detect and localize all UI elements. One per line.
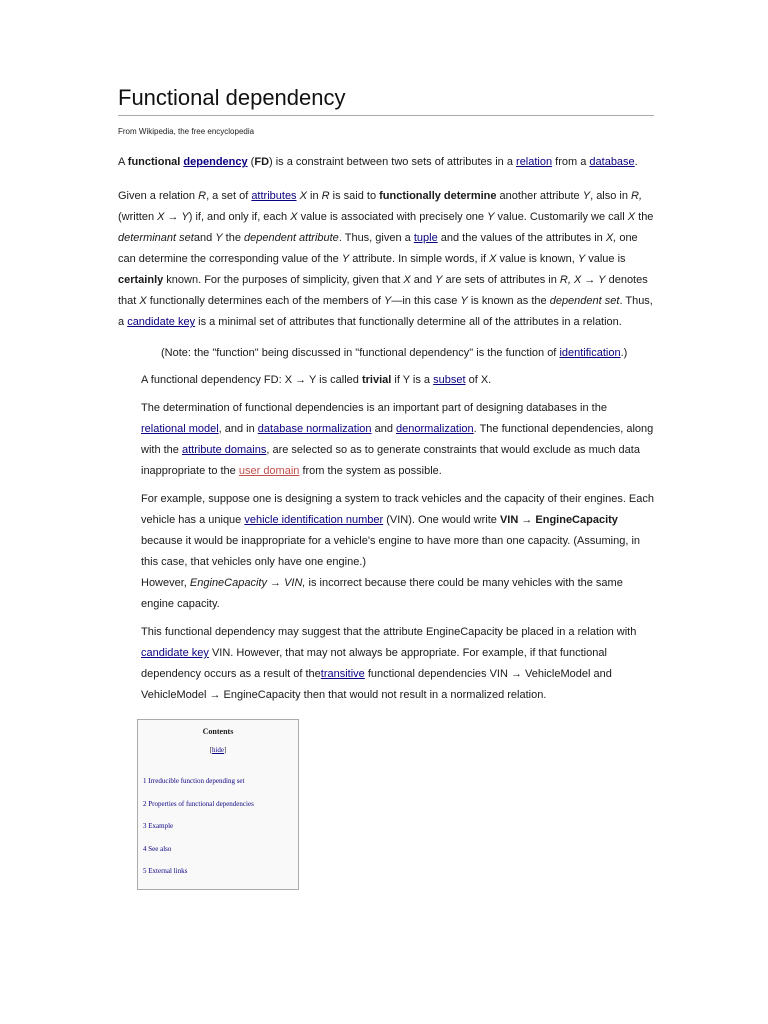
table-of-contents — [137, 719, 299, 890]
attribute-domains-link[interactable]: attribute domains — [181, 444, 267, 456]
toc-item[interactable]: 4 See also — [143, 844, 172, 853]
toc-list — [138, 777, 298, 890]
toc-hide-link[interactable]: hide — [211, 746, 225, 754]
definition-paragraph: Given a relation R, a set of attributes X in R is said to functionally determine another attribute Y, also in R, (written X → Y) if, and only if, each X value is associated with precisely one Y value. Customarily we call X the determinant setand Y the dependent attribute. Thus, given a tuple and the values of the attributes in X, one can determine the corresponding value of the Y attribute. In simple words, if X value is known, Y value is certainly known. For the purposes of simplicity, given that X and Y are sets of attributes in R, X → Y denotes that X functionally determines each of the members of Y—in this case Y is known as the dependent set. Thus, a candidate key is a minimal set of attributes that functionally determine all of the attributes in a relation. — [118, 190, 654, 328]
transitive-link[interactable]: transitive — [320, 668, 365, 680]
user-domain-link[interactable]: user domain — [238, 465, 300, 477]
site-subtitle: From Wikipedia, the free encyclopedia — [118, 127, 255, 136]
note-paragraph: (Note: the "function" being discussed in "functional dependency" is the function of identification.) — [161, 347, 628, 359]
toc-toggle: [hide] — [209, 746, 227, 754]
article — [118, 84, 654, 706]
trivial-paragraph: A functional dependency FD: X → Y is called trivial if Y is a subset of X. — [141, 374, 492, 386]
determination-paragraph: The determination of functional dependencies is an important part of designing databases in the relational model, and in database normalization and denormalization. The functional dependencies, along with the attribute domains, are selected so as to generate constraints that would exclude as much data inappropriate to the user domain from the system as possible. — [141, 402, 654, 477]
page-title: Functional dependency — [118, 84, 654, 116]
suggestion-paragraph: This functional dependency may suggest that the attribute EngineCapacity be placed in a relation with candidate key VIN. However, that may not always be appropriate. For example, if that functional dependency occurs as a result of thetransitive functional dependencies VIN → VehicleModel and VehicleModel → EngineCapacity then that would not result in a normalized relation. — [141, 626, 637, 701]
database-normalization-link[interactable]: database normalization — [257, 423, 372, 435]
subset-link[interactable]: subset — [433, 374, 466, 386]
vin-link[interactable]: vehicle identification number — [244, 514, 384, 526]
tuple-link[interactable]: tuple — [413, 232, 438, 244]
relation-link[interactable]: relation — [516, 156, 553, 168]
candidate-key-link[interactable]: candidate key — [127, 316, 196, 328]
identification-link[interactable]: identification — [559, 347, 621, 359]
toc-item[interactable]: 3 Example — [143, 822, 174, 830]
denormalization-link[interactable]: denormalization — [396, 423, 474, 435]
attributes-link[interactable]: attributes — [251, 190, 297, 202]
toc-title: Contents — [202, 727, 234, 736]
toc-item[interactable]: 2 Properties of functional dependencies — [143, 799, 254, 808]
toc-item[interactable]: 1 Irreducible function depending set — [143, 777, 245, 785]
database-link[interactable]: database — [589, 156, 635, 168]
candidate-key-link-2[interactable]: candidate key — [141, 647, 209, 659]
dependency-link[interactable]: dependency — [183, 156, 248, 168]
toc-item[interactable]: 5 External links — [143, 867, 188, 875]
example-paragraph: For example, suppose one is designing a system to track vehicles and the capacity of their engines. Each vehicle has a unique vehicle identification number (VIN). One would write VIN → EngineCapacity because it would be inappropriate for a vehicle's engine to have more than one capacity. (Assuming, in this case, that vehicles only have one engine.) However, EngineCapacity → VIN, is incorrect because there could be many vehicles with the same engine capacity. — [141, 493, 655, 610]
intro-paragraph: A functional dependency (FD) is a constraint between two sets of attributes in a relation from a database. — [118, 156, 638, 168]
relational-model-link[interactable]: relational model — [141, 423, 219, 435]
